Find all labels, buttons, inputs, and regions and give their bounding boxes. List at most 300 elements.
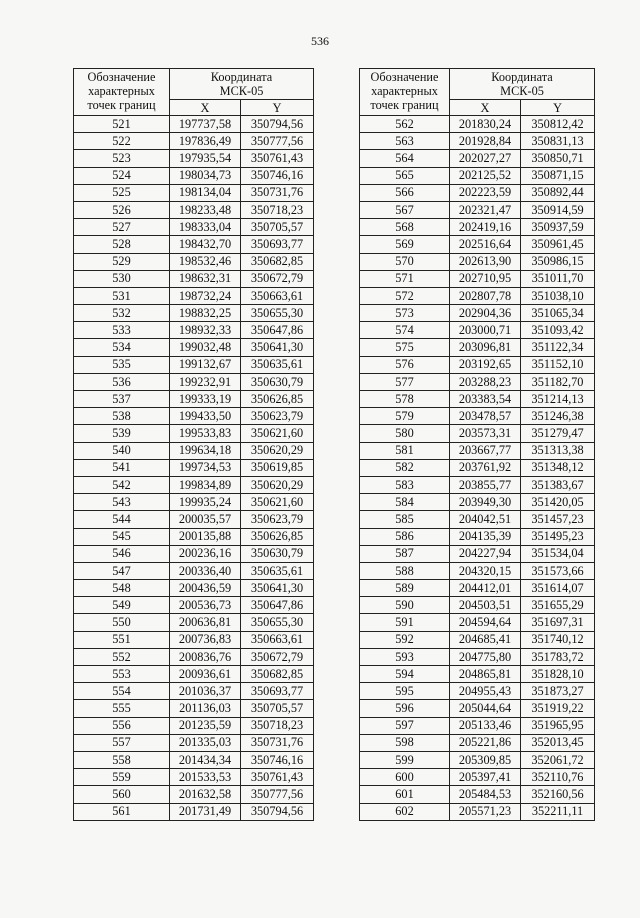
point-number-cell: 522 (74, 133, 170, 150)
table-row (74, 666, 314, 683)
x-coordinate-cell: 198532,46 (170, 253, 241, 270)
x-header: X (170, 100, 241, 116)
table-row (74, 236, 314, 253)
table-row (74, 287, 314, 304)
x-coordinate-cell: 202027,27 (450, 150, 521, 167)
point-number-cell: 550 (74, 614, 170, 631)
point-number-cell: 545 (74, 528, 170, 545)
table-row (360, 373, 595, 390)
x-coordinate-cell: 202710,95 (450, 270, 521, 287)
point-number-cell: 579 (360, 408, 450, 425)
table-row (360, 408, 595, 425)
y-coordinate-cell: 350672,79 (241, 648, 314, 665)
point-number-cell: 575 (360, 339, 450, 356)
y-coordinate-cell: 351919,22 (521, 700, 595, 717)
point-number-cell: 577 (360, 373, 450, 390)
table-row (74, 545, 314, 562)
table-row (360, 614, 595, 631)
x-coordinate-cell: 203667,77 (450, 442, 521, 459)
table-row (360, 562, 595, 579)
table-row (74, 373, 314, 390)
x-coordinate-cell: 202516,64 (450, 236, 521, 253)
x-coordinate-cell: 205309,85 (450, 751, 521, 768)
x-coordinate-cell: 197935,54 (170, 150, 241, 167)
y-coordinate-cell: 351279,47 (521, 425, 595, 442)
point-number-cell: 526 (74, 201, 170, 218)
x-coordinate-cell: 201235,59 (170, 717, 241, 734)
table-row (74, 184, 314, 201)
y-coordinate-cell: 351740,12 (521, 631, 595, 648)
table-row (74, 734, 314, 751)
y-coordinate-cell: 350621,60 (241, 425, 314, 442)
point-number-cell: 553 (74, 666, 170, 683)
table-row (74, 614, 314, 631)
x-coordinate-cell: 199634,18 (170, 442, 241, 459)
point-number-cell: 570 (360, 253, 450, 270)
y-coordinate-cell: 350623,79 (241, 408, 314, 425)
table-row (74, 769, 314, 786)
y-coordinate-cell: 350635,61 (241, 356, 314, 373)
table-row (360, 322, 595, 339)
point-number-cell: 533 (74, 322, 170, 339)
point-number-cell: 551 (74, 631, 170, 648)
table-row (74, 528, 314, 545)
x-coordinate-cell: 201928,84 (450, 133, 521, 150)
table-row (74, 150, 314, 167)
point-number-cell: 599 (360, 751, 450, 768)
x-coordinate-cell: 204955,43 (450, 683, 521, 700)
x-coordinate-cell: 204320,15 (450, 562, 521, 579)
table-row (74, 459, 314, 476)
x-coordinate-cell: 203478,57 (450, 408, 521, 425)
y-coordinate-cell: 350850,71 (521, 150, 595, 167)
x-coordinate-cell: 198932,33 (170, 322, 241, 339)
table-row (360, 305, 595, 322)
y-coordinate-cell: 351383,67 (521, 476, 595, 493)
y-coordinate-cell: 350831,13 (521, 133, 595, 150)
x-coordinate-cell: 204594,64 (450, 614, 521, 631)
table-row (74, 305, 314, 322)
point-number-cell: 532 (74, 305, 170, 322)
point-number-cell: 602 (360, 803, 450, 820)
point-number-cell: 601 (360, 786, 450, 803)
point-number-cell: 537 (74, 391, 170, 408)
point-number-cell: 561 (74, 803, 170, 820)
x-coordinate-cell: 199533,83 (170, 425, 241, 442)
table-row (360, 356, 595, 373)
point-number-cell: 524 (74, 167, 170, 184)
y-coordinate-cell: 351697,31 (521, 614, 595, 631)
table-row (74, 356, 314, 373)
table-row (360, 528, 595, 545)
table-row (74, 683, 314, 700)
point-number-cell: 564 (360, 150, 450, 167)
x-coordinate-cell: 200736,83 (170, 631, 241, 648)
y-coordinate-cell: 351038,10 (521, 287, 595, 304)
y-coordinate-cell: 350647,86 (241, 597, 314, 614)
point-number-cell: 556 (74, 717, 170, 734)
y-coordinate-cell: 350705,57 (241, 219, 314, 236)
coordinate-header: Координата МСК-05 (170, 69, 314, 100)
table-row (360, 201, 595, 218)
y-coordinate-cell: 350621,60 (241, 494, 314, 511)
x-coordinate-cell: 203288,23 (450, 373, 521, 390)
table-row (360, 494, 595, 511)
table-row (74, 751, 314, 768)
point-number-cell: 595 (360, 683, 450, 700)
table-row (360, 167, 595, 184)
page-number: 536 (311, 34, 329, 48)
table-row (360, 717, 595, 734)
point-number-cell: 549 (74, 597, 170, 614)
y-coordinate-cell: 350777,56 (241, 133, 314, 150)
point-number-cell: 572 (360, 287, 450, 304)
y-coordinate-cell: 350986,15 (521, 253, 595, 270)
point-number-cell: 563 (360, 133, 450, 150)
table-row (360, 545, 595, 562)
table-row (74, 425, 314, 442)
point-number-cell: 586 (360, 528, 450, 545)
point-number-cell: 567 (360, 201, 450, 218)
y-coordinate-cell: 350746,16 (241, 751, 314, 768)
y-coordinate-cell: 350961,45 (521, 236, 595, 253)
x-coordinate-cell: 200436,59 (170, 580, 241, 597)
x-coordinate-cell: 201830,24 (450, 116, 521, 133)
y-coordinate-cell: 351011,70 (521, 270, 595, 287)
y-coordinate-cell: 350647,86 (241, 322, 314, 339)
x-coordinate-cell: 204503,51 (450, 597, 521, 614)
y-coordinate-cell: 350718,23 (241, 717, 314, 734)
point-number-cell: 557 (74, 734, 170, 751)
x-coordinate-cell: 198732,24 (170, 287, 241, 304)
x-coordinate-cell: 198832,25 (170, 305, 241, 322)
y-coordinate-cell: 351573,66 (521, 562, 595, 579)
table-row (360, 339, 595, 356)
coordinates-table-right (359, 68, 595, 821)
designation-header: Обозначение характерных точек границ (360, 69, 450, 116)
y-coordinate-cell: 350620,29 (241, 442, 314, 459)
table-row (74, 562, 314, 579)
x-coordinate-cell: 201731,49 (170, 803, 241, 820)
point-number-cell: 546 (74, 545, 170, 562)
table-row (360, 648, 595, 665)
table-row (74, 219, 314, 236)
y-coordinate-cell: 350630,79 (241, 373, 314, 390)
y-coordinate-cell: 350663,61 (241, 631, 314, 648)
x-coordinate-cell: 200636,81 (170, 614, 241, 631)
x-coordinate-cell: 201533,53 (170, 769, 241, 786)
x-coordinate-cell: 200336,40 (170, 562, 241, 579)
x-coordinate-cell: 198632,31 (170, 270, 241, 287)
point-number-cell: 584 (360, 494, 450, 511)
table-row (360, 786, 595, 803)
point-number-cell: 597 (360, 717, 450, 734)
y-coordinate-cell: 350777,56 (241, 786, 314, 803)
x-coordinate-cell: 202807,78 (450, 287, 521, 304)
x-coordinate-cell: 205044,64 (450, 700, 521, 717)
y-coordinate-cell: 351182,70 (521, 373, 595, 390)
x-coordinate-cell: 204685,41 (450, 631, 521, 648)
y-coordinate-cell: 351655,29 (521, 597, 595, 614)
point-number-cell: 592 (360, 631, 450, 648)
y-coordinate-cell: 351214,13 (521, 391, 595, 408)
x-coordinate-cell: 201136,03 (170, 700, 241, 717)
point-number-cell: 568 (360, 219, 450, 236)
y-coordinate-cell: 351495,23 (521, 528, 595, 545)
y-coordinate-cell: 351614,07 (521, 580, 595, 597)
x-coordinate-cell: 199032,48 (170, 339, 241, 356)
table-row (360, 683, 595, 700)
point-number-cell: 538 (74, 408, 170, 425)
point-number-cell: 591 (360, 614, 450, 631)
table-row (74, 511, 314, 528)
y-coordinate-cell: 350761,43 (241, 769, 314, 786)
y-coordinate-cell: 350626,85 (241, 391, 314, 408)
table-row (360, 511, 595, 528)
x-coordinate-cell: 205397,41 (450, 769, 521, 786)
table-row (360, 666, 595, 683)
table-row (74, 580, 314, 597)
table-row (74, 597, 314, 614)
table-row (74, 717, 314, 734)
table-row (74, 322, 314, 339)
point-number-cell: 521 (74, 116, 170, 133)
y-coordinate-cell: 350623,79 (241, 511, 314, 528)
y-coordinate-cell: 351965,95 (521, 717, 595, 734)
table-row (74, 631, 314, 648)
point-number-cell: 530 (74, 270, 170, 287)
point-number-cell: 535 (74, 356, 170, 373)
point-number-cell: 578 (360, 391, 450, 408)
x-coordinate-cell: 203192,65 (450, 356, 521, 373)
point-number-cell: 554 (74, 683, 170, 700)
x-coordinate-cell: 201632,58 (170, 786, 241, 803)
table-row (360, 751, 595, 768)
x-header: X (450, 100, 521, 116)
point-number-cell: 540 (74, 442, 170, 459)
y-coordinate-cell: 350812,42 (521, 116, 595, 133)
table-row (74, 476, 314, 493)
y-coordinate-cell: 351873,27 (521, 683, 595, 700)
point-number-cell: 598 (360, 734, 450, 751)
x-coordinate-cell: 200236,16 (170, 545, 241, 562)
y-coordinate-cell: 350641,30 (241, 339, 314, 356)
point-number-cell: 529 (74, 253, 170, 270)
x-coordinate-cell: 202125,52 (450, 167, 521, 184)
point-number-cell: 527 (74, 219, 170, 236)
table-row (360, 219, 595, 236)
point-number-cell: 600 (360, 769, 450, 786)
table-row (74, 408, 314, 425)
y-coordinate-cell: 350663,61 (241, 287, 314, 304)
table-row (360, 287, 595, 304)
point-number-cell: 582 (360, 459, 450, 476)
x-coordinate-cell: 198432,70 (170, 236, 241, 253)
point-number-cell: 593 (360, 648, 450, 665)
table-row (360, 425, 595, 442)
point-number-cell: 531 (74, 287, 170, 304)
point-number-cell: 523 (74, 150, 170, 167)
coordinates-table-left (73, 68, 314, 821)
y-coordinate-cell: 350914,59 (521, 201, 595, 218)
x-coordinate-cell: 200836,76 (170, 648, 241, 665)
x-coordinate-cell: 202613,90 (450, 253, 521, 270)
x-coordinate-cell: 199232,91 (170, 373, 241, 390)
table-row (360, 270, 595, 287)
y-coordinate-cell: 350630,79 (241, 545, 314, 562)
table-row (360, 597, 595, 614)
y-coordinate-cell: 352110,76 (521, 769, 595, 786)
point-number-cell: 565 (360, 167, 450, 184)
y-coordinate-cell: 351348,12 (521, 459, 595, 476)
y-coordinate-cell: 350655,30 (241, 305, 314, 322)
table-row (360, 150, 595, 167)
y-coordinate-cell: 350731,76 (241, 734, 314, 751)
point-number-cell: 590 (360, 597, 450, 614)
point-number-cell: 534 (74, 339, 170, 356)
point-number-cell: 566 (360, 184, 450, 201)
point-number-cell: 558 (74, 751, 170, 768)
x-coordinate-cell: 198233,48 (170, 201, 241, 218)
y-coordinate-cell: 351065,34 (521, 305, 595, 322)
table-row (74, 201, 314, 218)
x-coordinate-cell: 202223,59 (450, 184, 521, 201)
y-coordinate-cell: 351828,10 (521, 666, 595, 683)
point-number-cell: 555 (74, 700, 170, 717)
x-coordinate-cell: 199433,50 (170, 408, 241, 425)
point-number-cell: 587 (360, 545, 450, 562)
y-coordinate-cell: 350937,59 (521, 219, 595, 236)
x-coordinate-cell: 203949,30 (450, 494, 521, 511)
point-number-cell: 539 (74, 425, 170, 442)
point-number-cell: 585 (360, 511, 450, 528)
x-coordinate-cell: 205133,46 (450, 717, 521, 734)
x-coordinate-cell: 199333,19 (170, 391, 241, 408)
y-coordinate-cell: 350693,77 (241, 683, 314, 700)
y-coordinate-cell: 350641,30 (241, 580, 314, 597)
y-coordinate-cell: 351246,38 (521, 408, 595, 425)
table-row (360, 133, 595, 150)
y-coordinate-cell: 350626,85 (241, 528, 314, 545)
x-coordinate-cell: 203000,71 (450, 322, 521, 339)
y-coordinate-cell: 350635,61 (241, 562, 314, 579)
table-row (360, 236, 595, 253)
point-number-cell: 552 (74, 648, 170, 665)
y-coordinate-cell: 350682,85 (241, 666, 314, 683)
x-coordinate-cell: 199734,53 (170, 459, 241, 476)
x-coordinate-cell: 199834,89 (170, 476, 241, 493)
table-row (360, 631, 595, 648)
y-coordinate-cell: 352013,45 (521, 734, 595, 751)
y-coordinate-cell: 352211,11 (521, 803, 595, 820)
y-coordinate-cell: 350731,76 (241, 184, 314, 201)
y-coordinate-cell: 350794,56 (241, 116, 314, 133)
y-coordinate-cell: 350682,85 (241, 253, 314, 270)
x-coordinate-cell: 200936,61 (170, 666, 241, 683)
table-row (74, 494, 314, 511)
point-number-cell: 536 (74, 373, 170, 390)
table-row (74, 648, 314, 665)
y-coordinate-cell: 350672,79 (241, 270, 314, 287)
y-coordinate-cell: 352061,72 (521, 751, 595, 768)
point-number-cell: 596 (360, 700, 450, 717)
x-coordinate-cell: 204042,51 (450, 511, 521, 528)
x-coordinate-cell: 198034,73 (170, 167, 241, 184)
point-number-cell: 581 (360, 442, 450, 459)
y-coordinate-cell: 350794,56 (241, 803, 314, 820)
y-coordinate-cell: 351534,04 (521, 545, 595, 562)
y-coordinate-cell: 351093,42 (521, 322, 595, 339)
table-row (360, 476, 595, 493)
y-coordinate-cell: 350761,43 (241, 150, 314, 167)
x-coordinate-cell: 199935,24 (170, 494, 241, 511)
x-coordinate-cell: 203761,92 (450, 459, 521, 476)
table-row (360, 803, 595, 820)
x-coordinate-cell: 197836,49 (170, 133, 241, 150)
point-number-cell: 560 (74, 786, 170, 803)
point-number-cell: 559 (74, 769, 170, 786)
table-row (360, 580, 595, 597)
x-coordinate-cell: 204135,39 (450, 528, 521, 545)
table-row (360, 459, 595, 476)
x-coordinate-cell: 202321,47 (450, 201, 521, 218)
table-row (74, 803, 314, 820)
table-row (360, 116, 595, 133)
y-coordinate-cell: 351457,23 (521, 511, 595, 528)
point-number-cell: 544 (74, 511, 170, 528)
point-number-cell: 594 (360, 666, 450, 683)
y-coordinate-cell: 350871,15 (521, 167, 595, 184)
x-coordinate-cell: 198333,04 (170, 219, 241, 236)
x-coordinate-cell: 200135,88 (170, 528, 241, 545)
y-coordinate-cell: 350620,29 (241, 476, 314, 493)
x-coordinate-cell: 204775,80 (450, 648, 521, 665)
point-number-cell: 569 (360, 236, 450, 253)
point-number-cell: 528 (74, 236, 170, 253)
y-coordinate-cell: 350655,30 (241, 614, 314, 631)
point-number-cell: 588 (360, 562, 450, 579)
point-number-cell: 574 (360, 322, 450, 339)
y-coordinate-cell: 350705,57 (241, 700, 314, 717)
table-row (360, 700, 595, 717)
point-number-cell: 548 (74, 580, 170, 597)
x-coordinate-cell: 200536,73 (170, 597, 241, 614)
point-number-cell: 541 (74, 459, 170, 476)
point-number-cell: 573 (360, 305, 450, 322)
point-number-cell: 542 (74, 476, 170, 493)
y-coordinate-cell: 351313,38 (521, 442, 595, 459)
coordinate-header: Координата МСК-05 (450, 69, 595, 100)
x-coordinate-cell: 204412,01 (450, 580, 521, 597)
table-row (74, 253, 314, 270)
table-row (360, 253, 595, 270)
table-row (360, 769, 595, 786)
point-number-cell: 547 (74, 562, 170, 579)
x-coordinate-cell: 203383,54 (450, 391, 521, 408)
point-number-cell: 589 (360, 580, 450, 597)
table-row (74, 391, 314, 408)
x-coordinate-cell: 202419,16 (450, 219, 521, 236)
point-number-cell: 571 (360, 270, 450, 287)
x-coordinate-cell: 204227,94 (450, 545, 521, 562)
x-coordinate-cell: 205484,53 (450, 786, 521, 803)
table-row (74, 270, 314, 287)
y-coordinate-cell: 351783,72 (521, 648, 595, 665)
y-coordinate-cell: 350718,23 (241, 201, 314, 218)
table-row (74, 786, 314, 803)
table-row (74, 339, 314, 356)
x-coordinate-cell: 204865,81 (450, 666, 521, 683)
